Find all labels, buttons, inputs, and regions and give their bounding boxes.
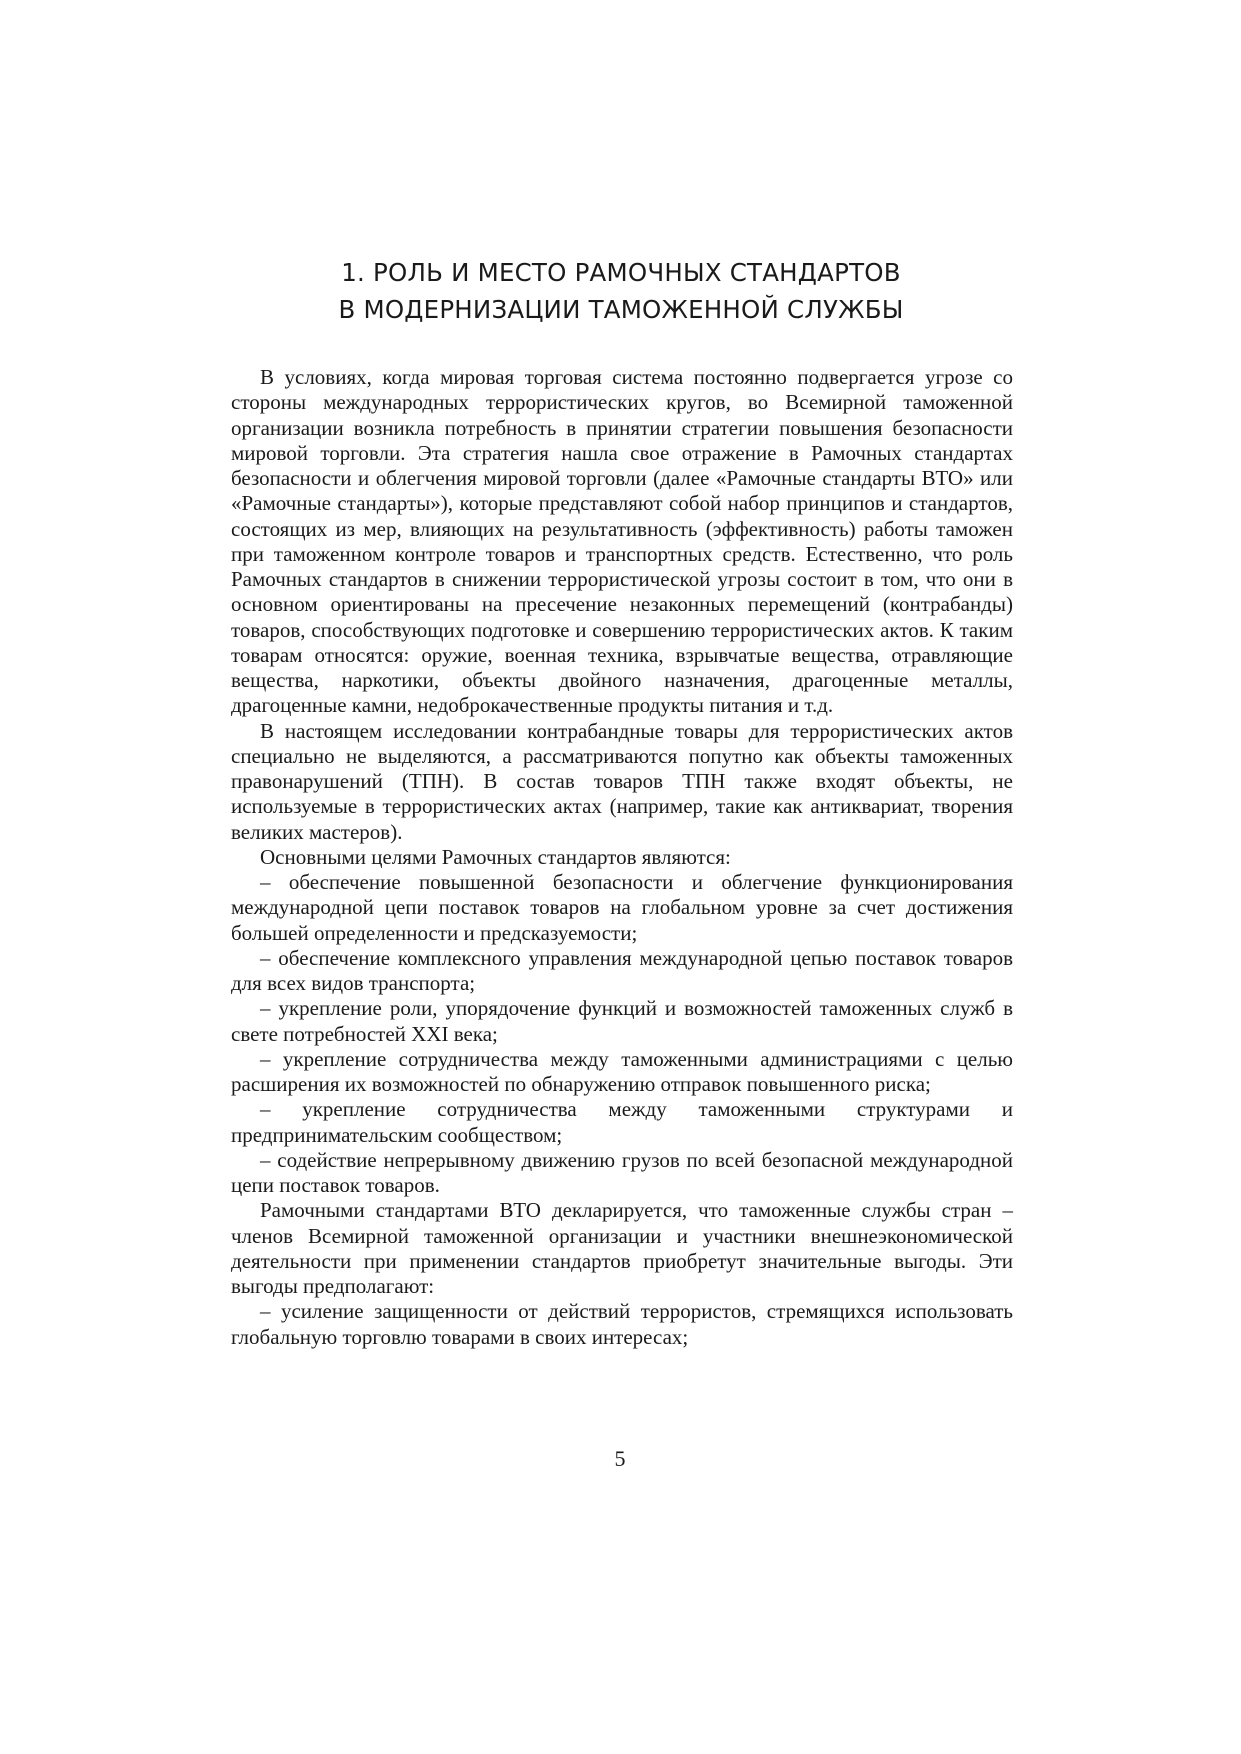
chapter-heading-line-2: В МОДЕРНИЗАЦИИ ТАМОЖЕННОЙ СЛУЖБЫ <box>338 295 904 324</box>
paragraph-goals-lead: Основными целями Рамочных стандартов являются: <box>260 844 731 869</box>
list-item-goal-1: – обеспечение повышенной безопасности и облегчение функционирования международной цепи поставок товаров на глобальном уровне за счет достижения большей определенности и предсказуемости; <box>231 870 1013 945</box>
chapter-heading <box>260 254 982 328</box>
list-item-goal-5: – укрепление сотрудничества между таможенными структурами и предпринимательским сообществом; <box>231 1097 1013 1147</box>
list-item-goal-4: – укрепление сотрудничества между таможенными администрациями с целью расширения их возможностей по обнаружению отправок повышенного риска; <box>231 1046 1013 1096</box>
paragraph-benefits-lead: Рамочными стандартами ВТО декларируется, что таможенные службы стран – членов Всемирной таможенной организации и участники внешнеэкономической деятельности при применении стандартов приобретут значительные выгоды. Эти выгоды предполагают: <box>231 1198 1013 1298</box>
list-item-benefit-1: – усиление защищенности от действий террористов, стремящихся использовать глобальную торговлю товарами в своих интересах; <box>231 1299 1013 1349</box>
list-item-goal-2: – обеспечение комплексного управления международной цепью поставок товаров для всех видов транспорта; <box>231 945 1013 995</box>
page-number: 5 <box>614 1446 626 1471</box>
list-item-goal-3: – укрепление роли, упорядочение функций и возможностей таможенных служб в свете потребностей XXI века; <box>231 996 1013 1046</box>
body-text <box>231 365 1013 1350</box>
list-item-goal-6: – содействие непрерывному движению грузов по всей безопасной международной цепи поставок товаров. <box>231 1147 1013 1197</box>
paragraph-intro: В условиях, когда мировая торговая система постоянно подвергается угрозе со стороны международных террористических кругов, во Всемирной таможенной организации возникла потребность в принятии стратегии повышения безопасности мировой торговли. Эта стратегия нашла свое отражение в Рамочных стандартах безопасности и облегчения мировой торговли (далее «Рамочные стандарты ВТО» или «Рамочные стандарты»), которые представляют собой набор принципов и стандартов, состоящих из мер, влияющих на результативность (эффективность) работы таможен при таможенном контроле товаров и транспортных средств. Естественно, что роль Рамочных стандартов в снижении террористической угрозы состоит в том, что они в основном ориентированы на пресечение незаконных перемещений (контрабанды) товаров, способствующих подготовке и совершению террористических актов. К таким товарам относятся: оружие, военная техника, взрывчатые вещества, отравляющие вещества, наркотики, объекты двойного назначения, драгоценные металлы, драгоценные камни, недоброкачественные продукты питания и т.д. <box>231 365 1013 718</box>
chapter-heading-line-1: 1. РОЛЬ И МЕСТО РАМОЧНЫХ СТАНДАРТОВ <box>341 258 901 287</box>
paragraph-research-scope: В настоящем исследовании контрабандные товары для террористических актов специально не выделяются, а рассматриваются попутно как объекты таможенных правонарушений (ТПН). В состав товаров ТПН также входят объекты, не используемые в террористических актах (например, такие как антиквариат, творения великих мастеров). <box>231 718 1013 844</box>
